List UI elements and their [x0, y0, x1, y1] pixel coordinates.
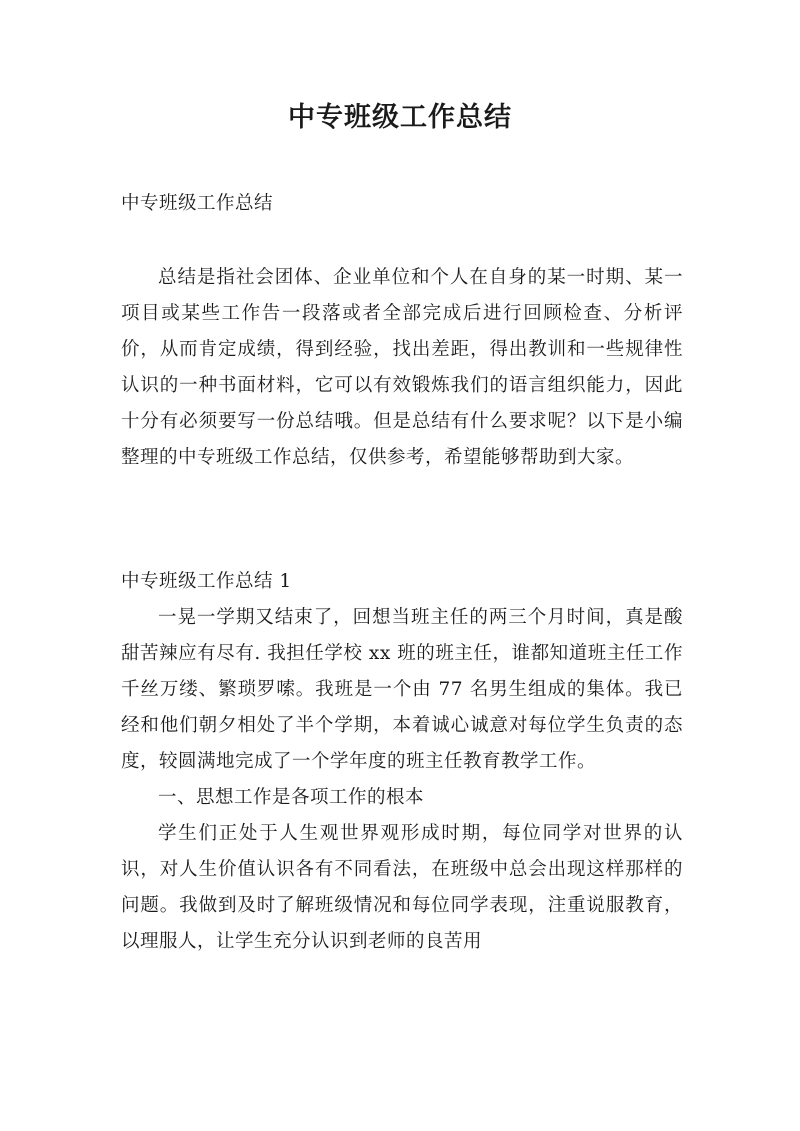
section-1 [121, 564, 683, 960]
section-1-paragraph-2: 学生们正处于人生观世界观形成时期，每位同学对世界的认识，对人生价值认识各有不同看法，在班级中总会出现这样那样的问题。我做到及时了解班级情况和每位同学表现，注重说服教育，以理服人，让学生充分认识到老师的良苦用 [121, 823, 683, 952]
section-1-heading: 中专班级工作总结 1 [121, 571, 292, 592]
section-1-subheading-1: 一、思想工作是各项工作的根本 [158, 787, 425, 808]
intro-paragraph: 总结是指社会团体、企业单位和个人在自身的某一时期、某一项目或某些工作告一段落或者全部完成后进行回顾检查、分析评价，从而肯定成绩，得到经验，找出差距，得出教训和一些规律性认识的一种书面材料，它可以有效锻炼我们的语言组织能力，因此十分有必须要写一份总结哦。但是总结有什么要求呢？以下是小编整理的中专班级工作总结，仅供参考，希望能够帮助到大家。 [121, 267, 683, 468]
document-subtitle: 中专班级工作总结 [121, 193, 274, 214]
document-title: 中专班级工作总结 [288, 102, 512, 133]
section-1-paragraph-1: 一晃一学期又结束了，回想当班主任的两三个月时间，真是酸甜苦辣应有尽有. 我担任学校 xx 班的班主任，谁都知道班主任工作千丝万缕、繁琐罗嗦。我班是一个由 77 名男生组成的集体。我已经和他们朝夕相处了半个学期，本着诚心诚意对每位学生负责的态度，较圆满地完成了一个学年度的班主任教育教学工作。 [121, 607, 683, 772]
